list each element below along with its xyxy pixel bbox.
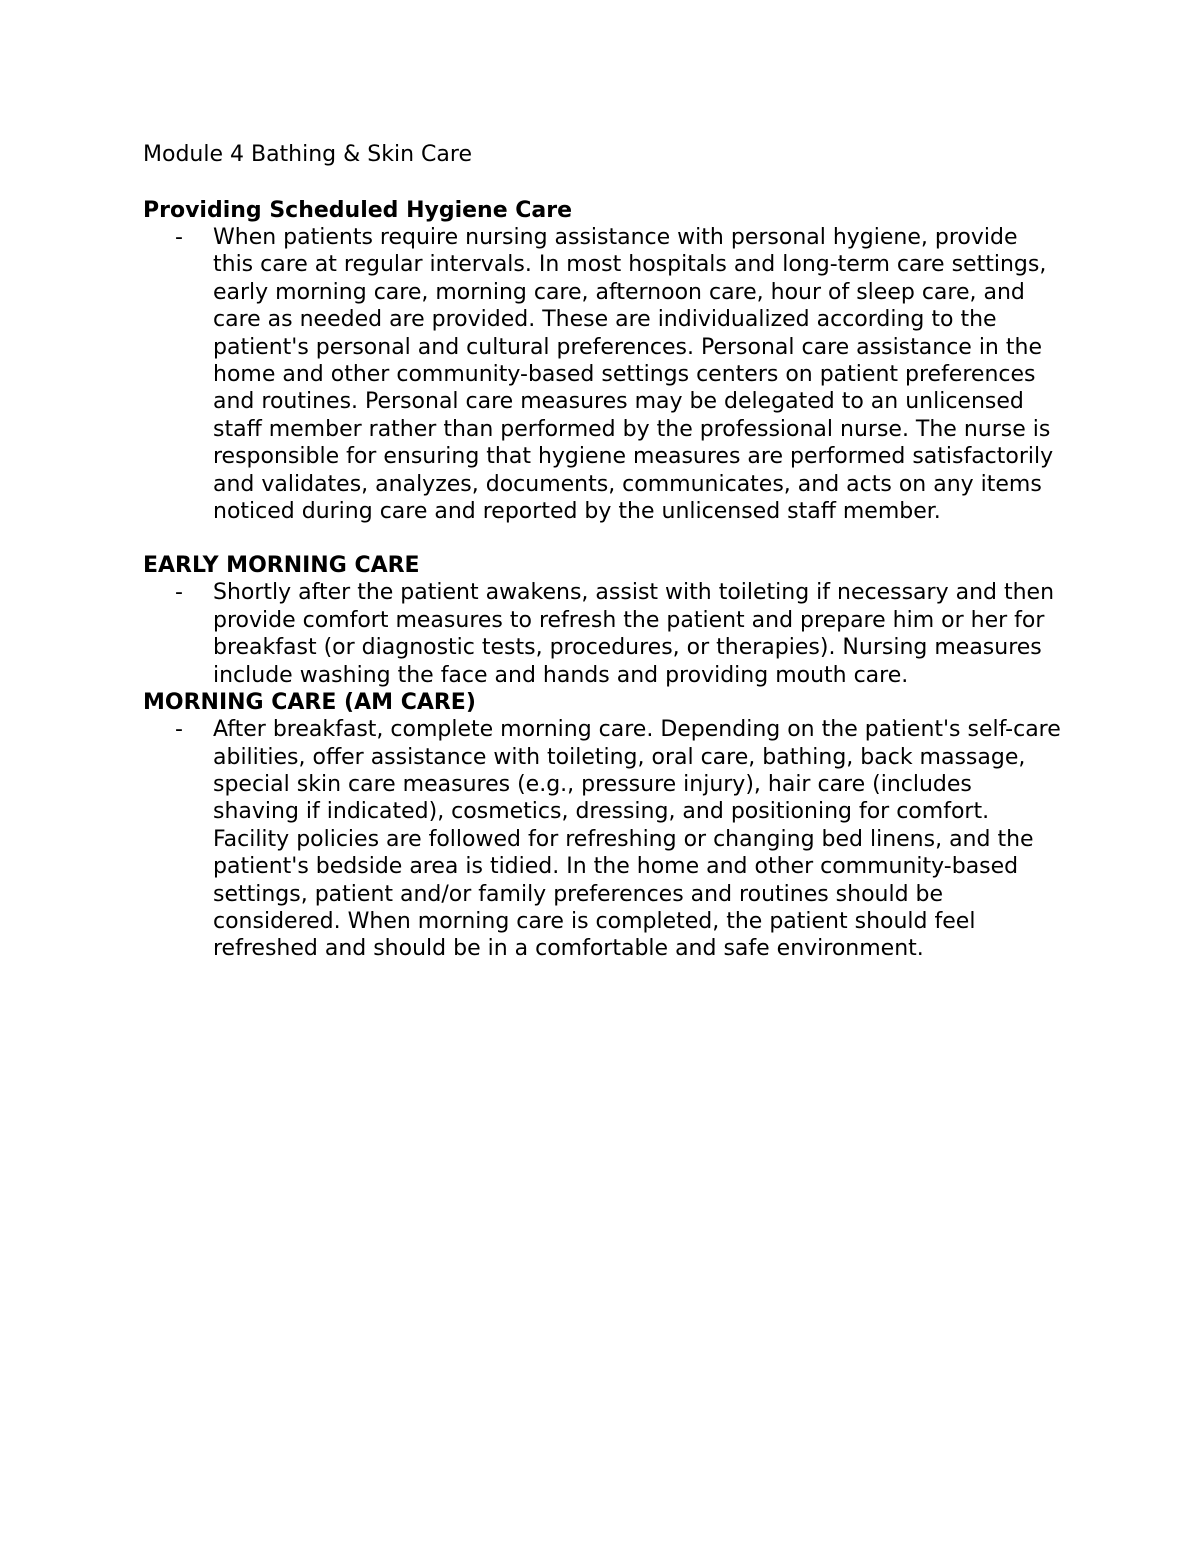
section-heading: MORNING CARE (AM CARE) [143, 690, 476, 716]
list-item [143, 579, 1063, 689]
paragraph-text: Shortly after the patient awakens, assist with toileting if necessary and then provide comfort measures to refresh the patient and prepare him or her for breakfast (or diagnostic tests, procedures, or therapies). Nursing measures include washing the face and hands and providing mouth care. [213, 580, 1055, 688]
section-scheduled-hygiene-care [143, 197, 1063, 525]
document-page [143, 141, 1063, 963]
section-heading: Providing Scheduled Hygiene Care [143, 198, 573, 223]
bullet-marker: - [175, 717, 183, 743]
spacer [143, 525, 1063, 552]
document-title: Module 4 Bathing & Skin Care [143, 142, 472, 167]
bullet-marker: - [175, 225, 183, 250]
section-early-morning-care [143, 552, 1063, 689]
section-heading: EARLY MORNING CARE [143, 553, 420, 579]
paragraph-text: After breakfast, complete morning care. Depending on the patient's self-care abilities, offer assistance with toileting, oral care, bathing, back massage, special skin care measures (e.g., pressure injury), hair care (includes shaving if indicated), cosmetics, dressing, and positioning for comfort. Facility policies are followed for refreshing or changing bed linens, and the patient's bedside area is tidied. In the home and other community-based settings, patient and/or family preferences and routines should be considered. When morning care is completed, the patient should feel refreshed and should be in a comfortable and safe environment. [213, 717, 1061, 962]
list-item [143, 716, 1063, 963]
paragraph-text: When patients require nursing assistance with personal hygiene, provide this care at regular intervals. In most hospitals and long-term care settings, early morning care, morning care, afternoon care, hour of sleep care, and care as needed are provided. These are individualized according to the patient's personal and cultural preferences. Personal care assistance in the home and other community-based settings centers on patient preferences and routines. Personal care measures may be delegated to an unlicensed staff member rather than performed by the professional nurse. The nurse is responsible for ensuring that hygiene measures are performed satisfactorily and validates, analyzes, documents, communicates, and acts on any items noticed during care and reported by the unlicensed staff member. [213, 225, 1054, 525]
section-morning-care [143, 689, 1063, 963]
list-item [143, 224, 1063, 525]
bullet-marker: - [175, 580, 183, 606]
